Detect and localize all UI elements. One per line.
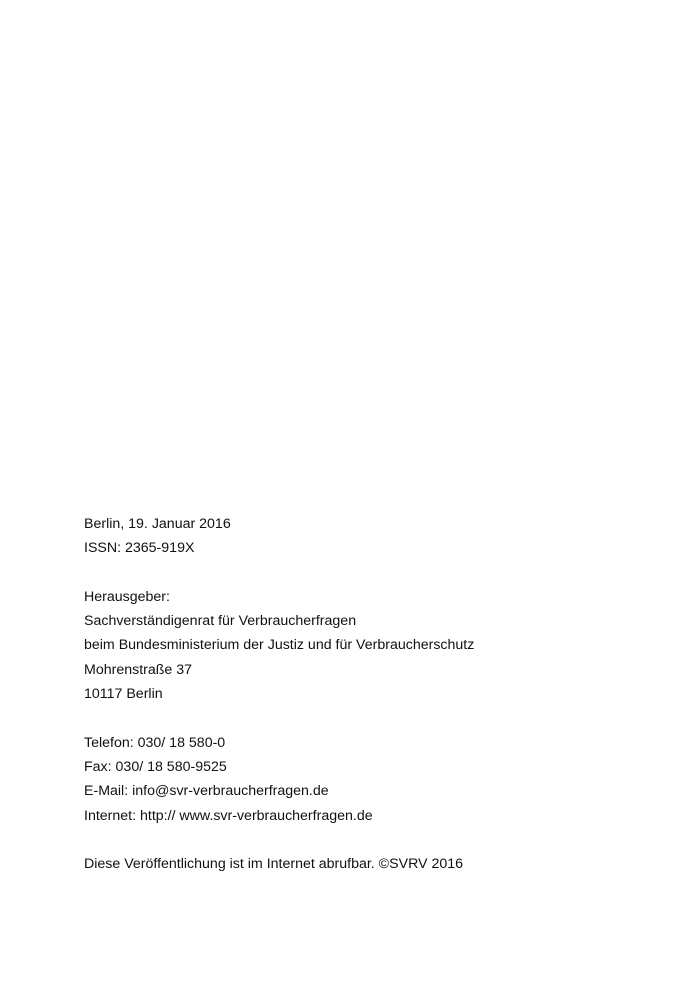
publisher-heading: Herausgeber: xyxy=(84,588,170,605)
publication-date: Berlin, 19. Januar 2016 xyxy=(84,516,231,532)
imprint-block xyxy=(84,512,644,876)
contact-internet: Internet: http:// www.svr-verbraucherfragen.de xyxy=(84,807,373,824)
publisher-street: Mohrenstraße 37 xyxy=(84,661,193,678)
contact-phone: Telefon: 030/ 18 580-0 xyxy=(84,734,226,751)
publisher-name: Sachverständigenrat für Verbraucherfragen xyxy=(84,613,357,630)
spacer xyxy=(84,561,644,585)
spacer xyxy=(84,706,644,730)
publisher-city: 10117 Berlin xyxy=(84,686,163,703)
publisher-affiliation: beim Bundesministerium der Justiz und für Verbraucherschutz xyxy=(84,637,475,654)
contact-fax: Fax: 030/ 18 580-9525 xyxy=(84,758,227,775)
contact-email: E-Mail: info@svr-verbraucherfragen.de xyxy=(84,783,329,800)
issn-number: ISSN: 2365-919X xyxy=(84,540,195,557)
spacer xyxy=(84,828,644,852)
availability-notice: Diese Veröffentlichung ist im Internet abrufbar. ©SVRV 2016 xyxy=(84,856,464,873)
